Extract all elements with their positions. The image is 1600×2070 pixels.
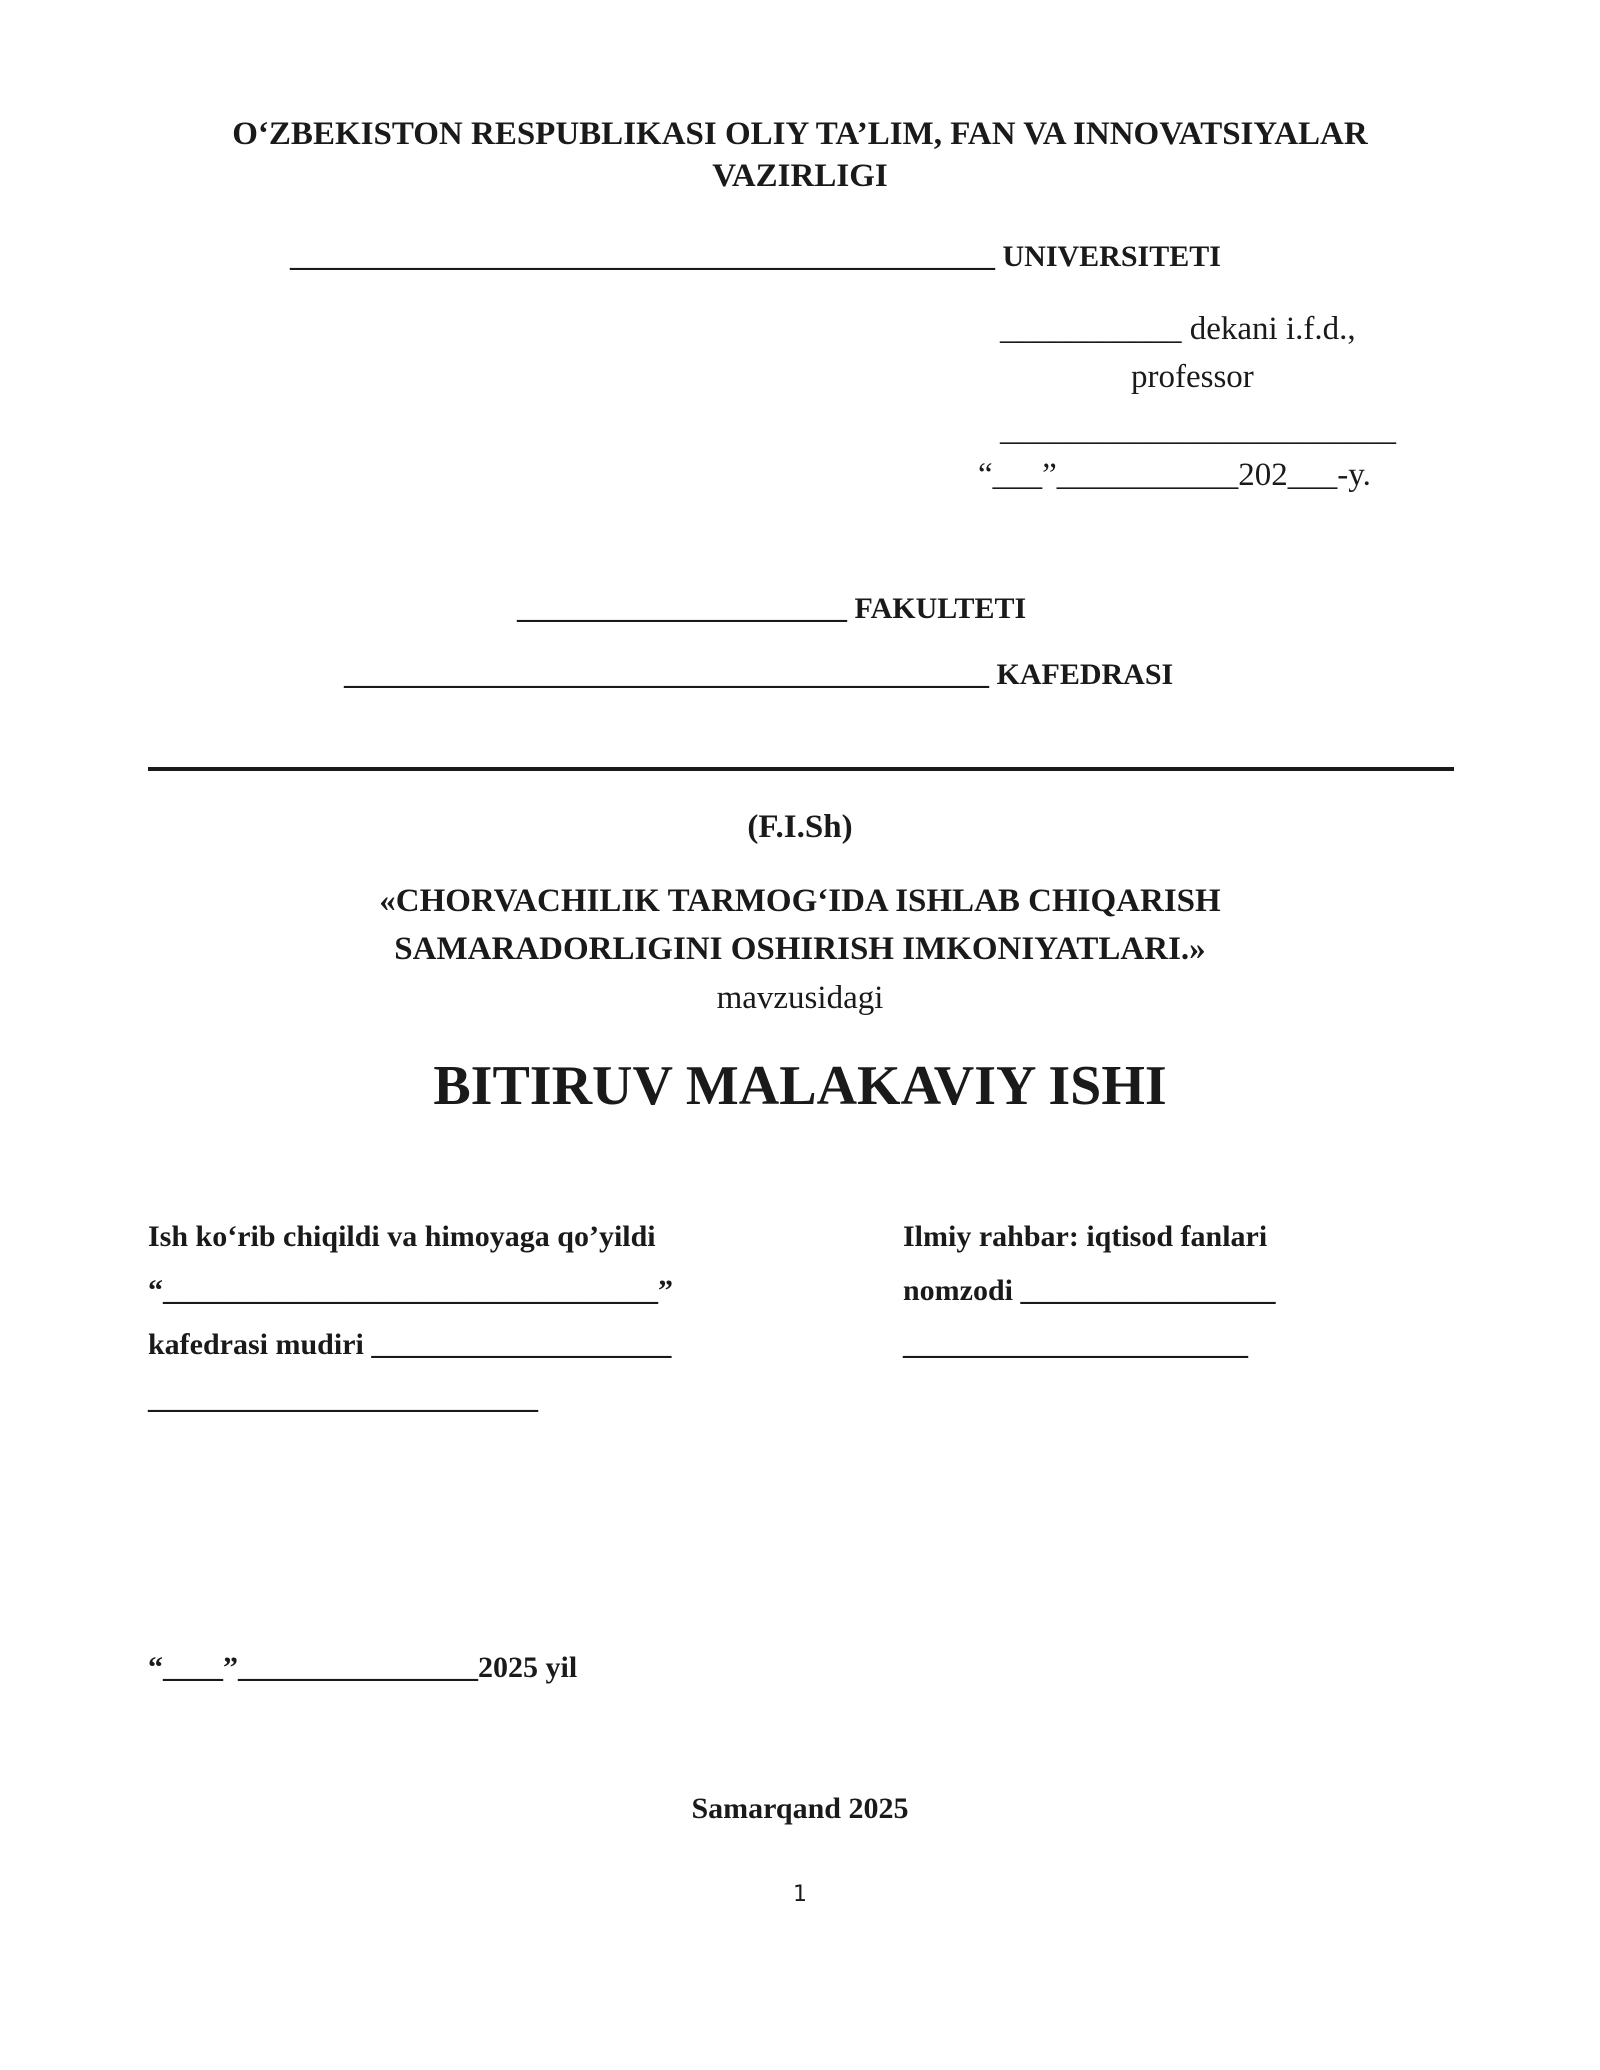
left-block-line-3: kafedrasi mudiri ____________________: [148, 1328, 672, 1361]
right-block-line-3: _______________________: [903, 1328, 1248, 1361]
left-block-line-1: Ish ko‘rib chiqildi va himoyaga qo’yildi: [148, 1220, 656, 1253]
page-number: 1: [793, 1882, 807, 1907]
date-line: “____”________________2025 yil: [148, 1651, 578, 1684]
ministry-line-2: VAZIRLIGI: [712, 158, 888, 194]
right-block-line-2: nomzodi _________________: [903, 1274, 1276, 1307]
left-block-line-4: __________________________: [148, 1382, 538, 1415]
ministry-line-1: O‘ZBEKISTON RESPUBLIKASI OLIY TA’LIM, FAN VA INNOVATSIYALAR: [232, 116, 1368, 152]
faculty-line: ______________________ FAKULTETI: [517, 592, 1027, 625]
approval-signature-line: ________________________: [1000, 412, 1396, 448]
topic-line-2: SAMARADORLIGINI OSHIRISH IMKONIYATLARI.»: [394, 931, 1206, 967]
document-title: BITIRUV MALAKAVIY ISHI: [433, 1055, 1167, 1117]
department-line: ___________________________________________ KAFEDRASI: [344, 658, 1174, 691]
approval-date-line: “___”___________202___-y.: [978, 457, 1371, 493]
city-year: Samarqand 2025: [691, 1792, 909, 1825]
left-block-line-2: “_________________________________”: [148, 1274, 673, 1307]
approval-professor-line: professor: [1131, 359, 1254, 395]
topic-suffix: mavzusidagi: [716, 980, 884, 1016]
university-line: _______________________________________________ UNIVERSITETI: [290, 240, 1221, 273]
approval-dean-line: ___________ dekani i.f.d.,: [1000, 311, 1356, 347]
right-block-line-1: Ilmiy rahbar: iqtisod fanlari: [903, 1220, 1268, 1253]
topic-line-1: «CHORVACHILIK TARMOG‘IDA ISHLAB CHIQARISH: [379, 883, 1221, 919]
author-placeholder: (F.I.Sh): [747, 809, 853, 845]
separator-rule: [148, 767, 1454, 771]
